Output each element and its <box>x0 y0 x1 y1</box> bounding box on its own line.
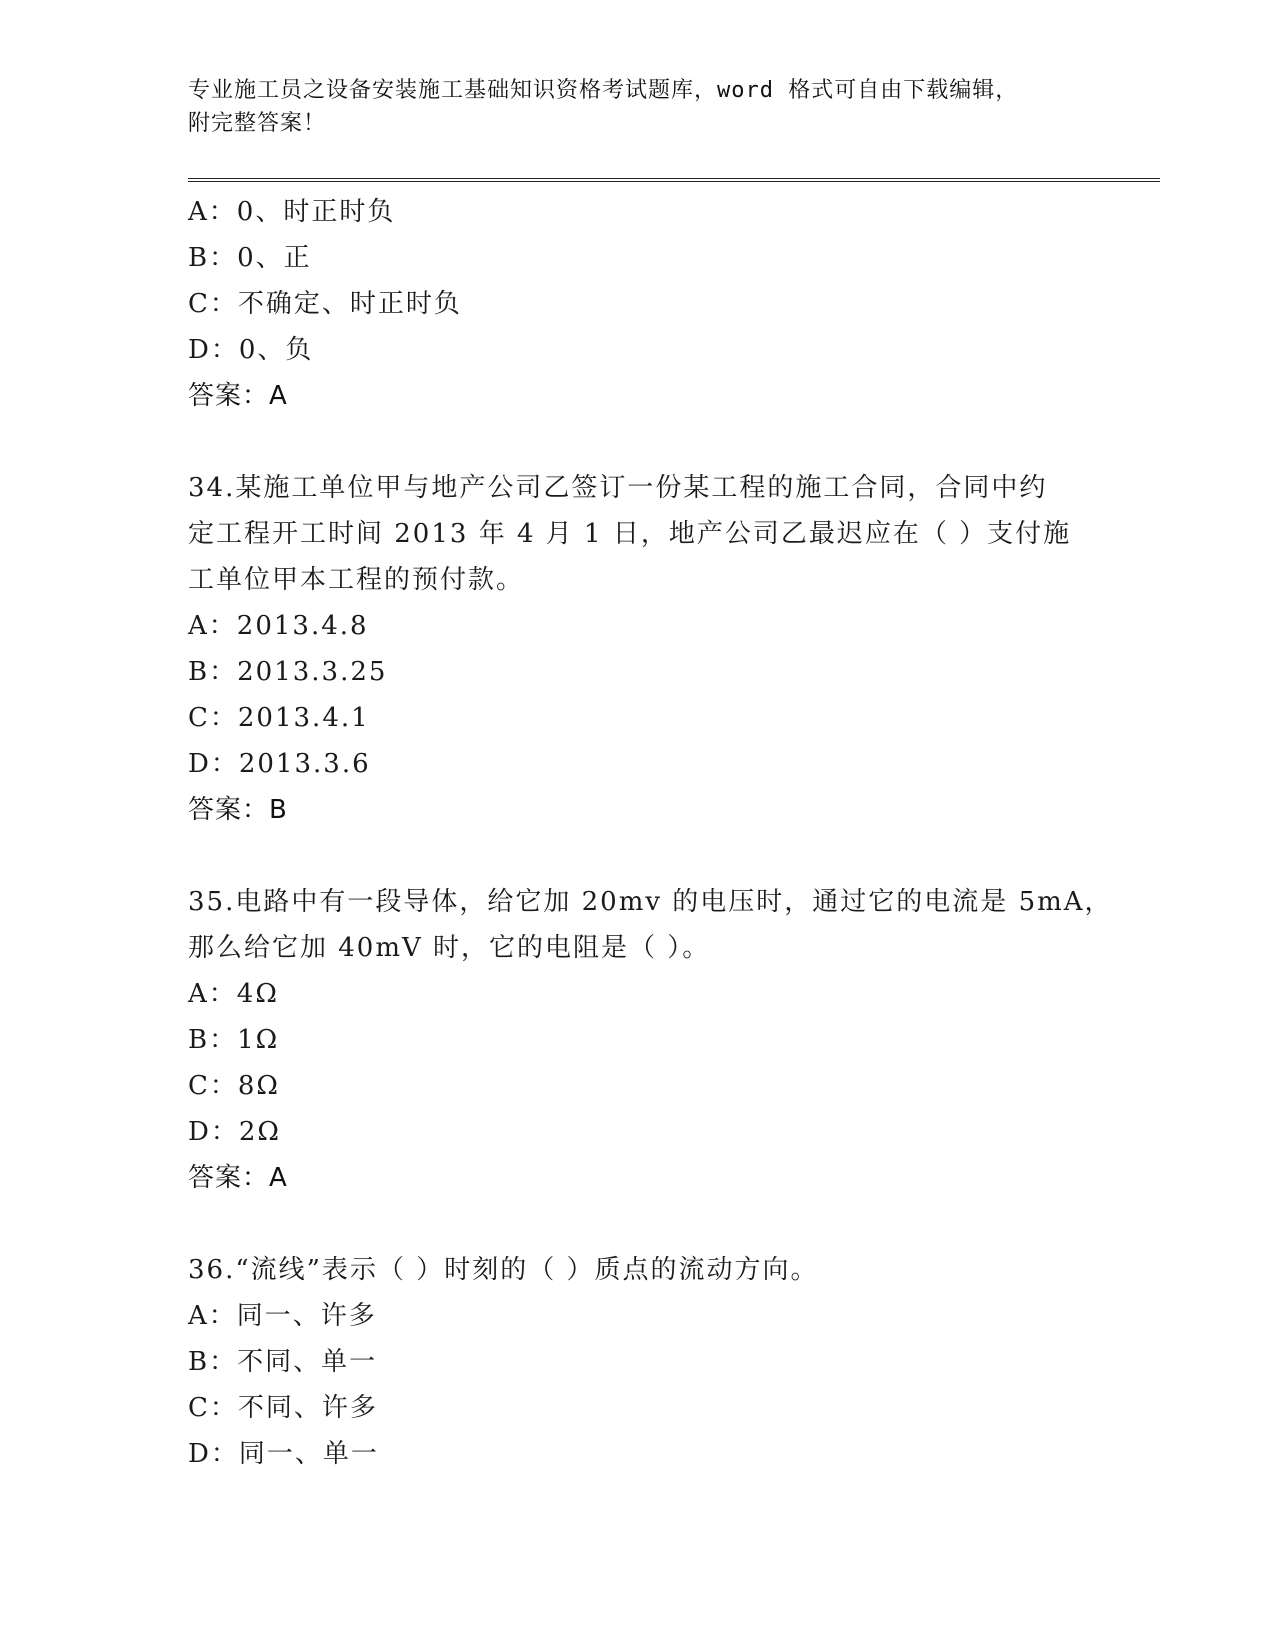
question-34 <box>188 465 1108 833</box>
question-text-line: 35.电路中有一段导体，给它加 20mv 的电压时，通过它的电流是 5mA， <box>188 887 1113 917</box>
option-c: C：2013.4.1 <box>188 703 370 733</box>
header-line-2: 附完整答案！ <box>188 111 327 136</box>
question-list <box>188 189 1113 1477</box>
option-b: B：2013.3.25 <box>188 657 388 687</box>
spacer <box>188 419 1108 465</box>
option-a: A：0、时正时负 <box>188 197 396 227</box>
option-d: D：同一、单一 <box>188 1439 379 1469</box>
header-divider <box>188 178 1160 182</box>
spacer <box>188 833 1108 879</box>
header-line-1: 专业施工员之设备安装施工基础知识资格考试题库，word 格式可自由下载编辑， <box>188 78 1019 103</box>
option-a: A：4Ω <box>188 979 279 1009</box>
option-c: C：8Ω <box>188 1071 280 1101</box>
question-text-line: 工单位甲本工程的预付款。 <box>188 565 525 595</box>
answer-label: 答案：A <box>188 1163 288 1193</box>
option-c: C：不确定、时正时负 <box>188 289 462 319</box>
option-c: C：不同、许多 <box>188 1393 378 1423</box>
option-a: A：2013.4.8 <box>188 611 369 641</box>
option-b: B：不同、单一 <box>188 1347 378 1377</box>
question-text-line: 36.“流线”表示（ ）时刻的（ ）质点的流动方向。 <box>188 1255 819 1285</box>
answer-label: 答案：B <box>188 795 288 825</box>
question-text-line: 定工程开工时间 2013 年 4 月 1 日，地产公司乙最迟应在（ ）支付施 <box>188 519 1072 549</box>
option-a: A：同一、许多 <box>188 1301 377 1331</box>
option-b: B：1Ω <box>188 1025 280 1055</box>
question-33 <box>188 189 1108 419</box>
option-d: D：2013.3.6 <box>188 749 371 779</box>
option-d: D：0、负 <box>188 335 314 365</box>
option-d: D：2Ω <box>188 1117 281 1147</box>
question-36 <box>188 1247 1108 1477</box>
spacer <box>188 1201 1108 1247</box>
option-b: B：0、正 <box>188 243 312 273</box>
document-header <box>188 74 1088 140</box>
answer-label: 答案：A <box>188 381 288 411</box>
question-text-line: 34.某施工单位甲与地产公司乙签订一份某工程的施工合同，合同中约 <box>188 473 1048 503</box>
question-35 <box>188 879 1113 1201</box>
question-text-line: 那么给它加 40mV 时，它的电阻是（ ）。 <box>188 933 711 963</box>
